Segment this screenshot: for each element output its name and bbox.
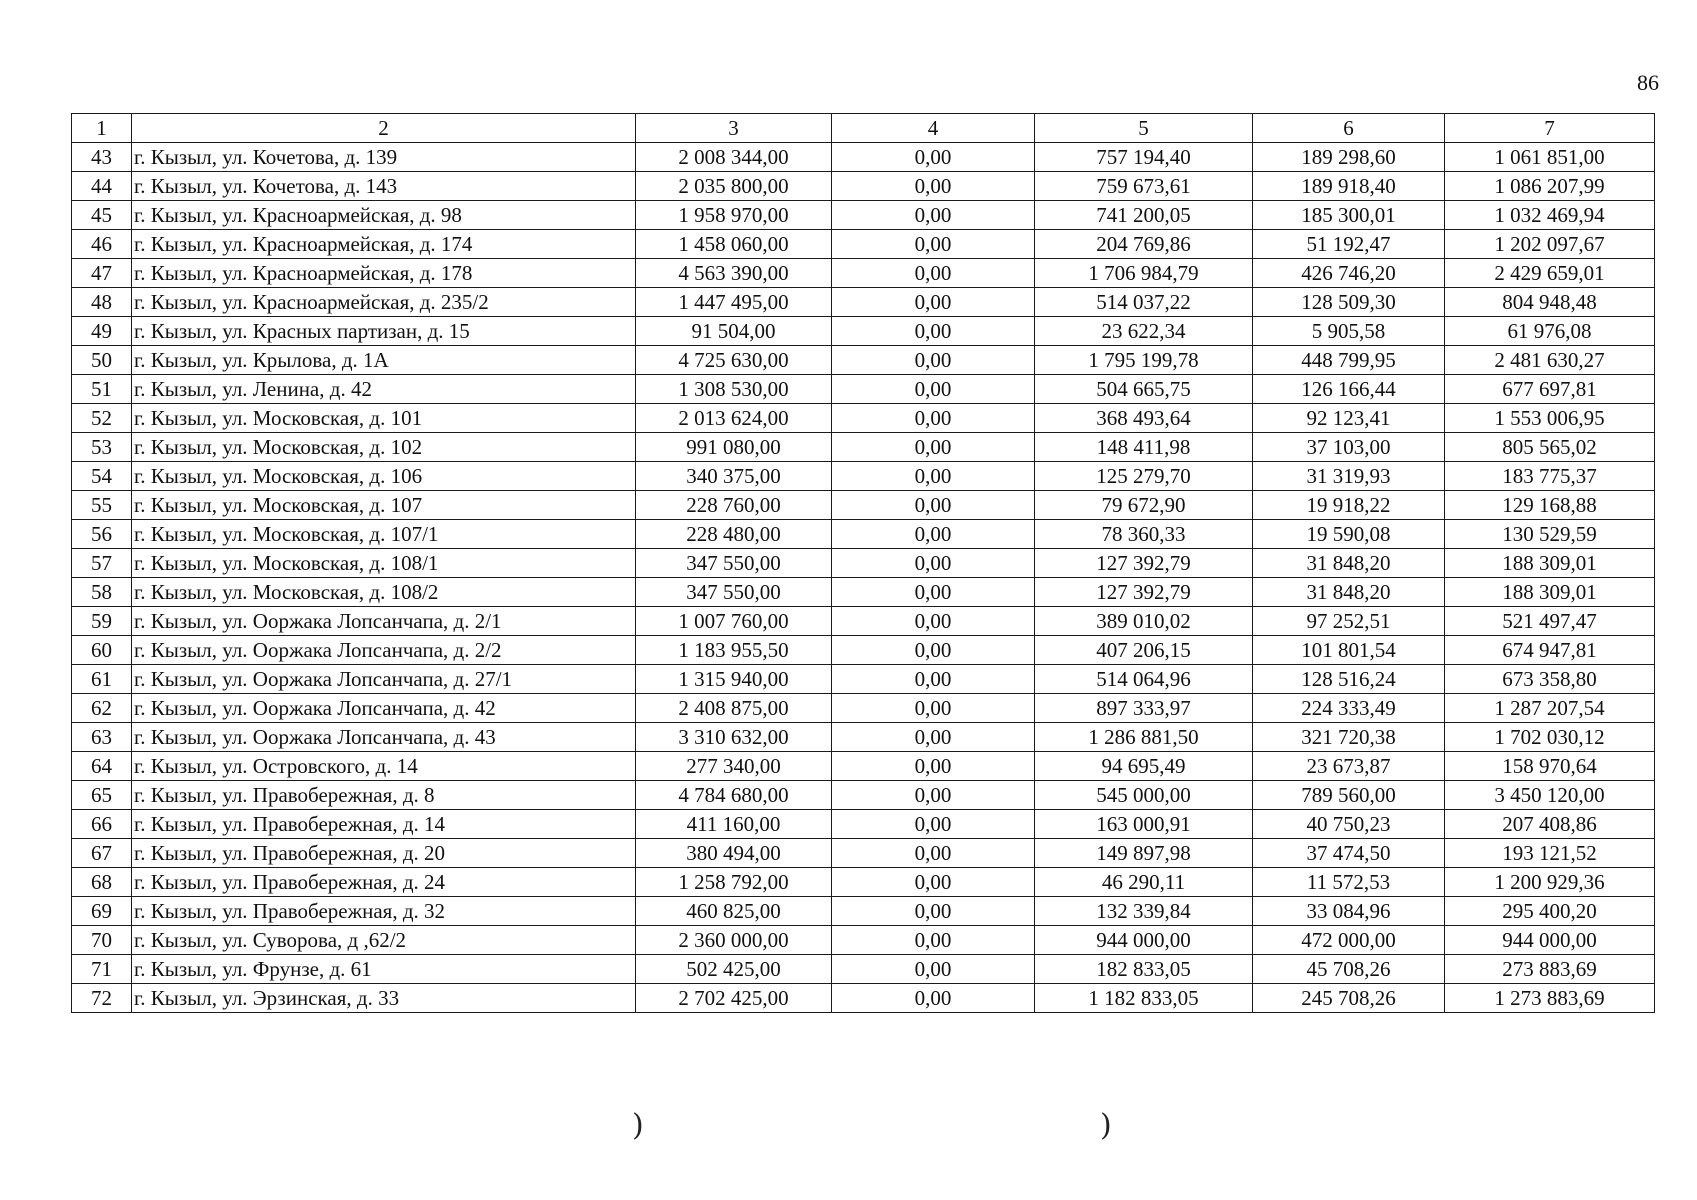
amount-cell: 277 340,00: [636, 752, 832, 781]
amount-cell: 19 590,08: [1253, 520, 1445, 549]
row-number-cell: 69: [72, 897, 132, 926]
row-number-cell: 63: [72, 723, 132, 752]
table-row: [72, 143, 1655, 172]
amount-cell: 1 273 883,69: [1445, 984, 1655, 1013]
address-cell: г. Кызыл, ул. Красных партизан, д. 15: [132, 317, 636, 346]
address-cell: г. Кызыл, ул. Кочетова, д. 143: [132, 172, 636, 201]
amount-cell: 1 032 469,94: [1445, 201, 1655, 230]
table-row: [72, 375, 1655, 404]
amount-cell: 189 298,60: [1253, 143, 1445, 172]
address-cell: г. Кызыл, ул. Правобережная, д. 14: [132, 810, 636, 839]
amount-cell: 4 725 630,00: [636, 346, 832, 375]
row-number-cell: 71: [72, 955, 132, 984]
scan-mark: ): [1100, 1108, 1112, 1143]
amount-cell: 460 825,00: [636, 897, 832, 926]
amount-cell: 0,00: [832, 926, 1035, 955]
table-row: [72, 259, 1655, 288]
table-row: [72, 346, 1655, 375]
amount-cell: 2 429 659,01: [1445, 259, 1655, 288]
amount-cell: 0,00: [832, 549, 1035, 578]
amount-cell: 127 392,79: [1035, 549, 1253, 578]
amount-cell: 0,00: [832, 636, 1035, 665]
amount-cell: 1 315 940,00: [636, 665, 832, 694]
amount-cell: 521 497,47: [1445, 607, 1655, 636]
amount-cell: 4 784 680,00: [636, 781, 832, 810]
amount-cell: 0,00: [832, 868, 1035, 897]
amount-cell: 125 279,70: [1035, 462, 1253, 491]
amount-cell: 514 037,22: [1035, 288, 1253, 317]
amount-cell: 448 799,95: [1253, 346, 1445, 375]
address-cell: г. Кызыл, ул. Красноармейская, д. 174: [132, 230, 636, 259]
amount-cell: 31 848,20: [1253, 549, 1445, 578]
address-cell: г. Кызыл, ул. Красноармейская, д. 98: [132, 201, 636, 230]
table-row: [72, 955, 1655, 984]
amount-cell: 79 672,90: [1035, 491, 1253, 520]
amount-cell: 23 673,87: [1253, 752, 1445, 781]
address-cell: г. Кызыл, ул. Московская, д. 108/1: [132, 549, 636, 578]
row-number-cell: 49: [72, 317, 132, 346]
table-row: [72, 433, 1655, 462]
amount-cell: 40 750,23: [1253, 810, 1445, 839]
row-number-cell: 65: [72, 781, 132, 810]
row-number-cell: 60: [72, 636, 132, 665]
amount-cell: 1 553 006,95: [1445, 404, 1655, 433]
amount-cell: 128 509,30: [1253, 288, 1445, 317]
amount-cell: 1 200 929,36: [1445, 868, 1655, 897]
amount-cell: 193 121,52: [1445, 839, 1655, 868]
amount-cell: 91 504,00: [636, 317, 832, 346]
amount-cell: 321 720,38: [1253, 723, 1445, 752]
amount-cell: 295 400,20: [1445, 897, 1655, 926]
row-number-cell: 47: [72, 259, 132, 288]
address-cell: г. Кызыл, ул. Ооржака Лопсанчапа, д. 42: [132, 694, 636, 723]
amount-cell: 677 697,81: [1445, 375, 1655, 404]
amount-cell: 204 769,86: [1035, 230, 1253, 259]
address-cell: г. Кызыл, ул. Эрзинская, д. 33: [132, 984, 636, 1013]
address-cell: г. Кызыл, ул. Московская, д. 102: [132, 433, 636, 462]
amount-cell: 2 360 000,00: [636, 926, 832, 955]
address-cell: г. Кызыл, ул. Московская, д. 108/2: [132, 578, 636, 607]
amount-cell: 1 447 495,00: [636, 288, 832, 317]
table-body: [72, 143, 1655, 1013]
table-row: [72, 404, 1655, 433]
amount-cell: 126 166,44: [1253, 375, 1445, 404]
amount-cell: 368 493,64: [1035, 404, 1253, 433]
amount-cell: 805 565,02: [1445, 433, 1655, 462]
amount-cell: 1 286 881,50: [1035, 723, 1253, 752]
amount-cell: 0,00: [832, 404, 1035, 433]
table-row: [72, 172, 1655, 201]
amount-cell: 0,00: [832, 317, 1035, 346]
amount-cell: 273 883,69: [1445, 955, 1655, 984]
amount-cell: 3 310 632,00: [636, 723, 832, 752]
amount-cell: 37 103,00: [1253, 433, 1445, 462]
table-row: [72, 636, 1655, 665]
address-cell: г. Кызыл, ул. Суворова, д ,62/2: [132, 926, 636, 955]
amount-cell: 2 013 624,00: [636, 404, 832, 433]
row-number-cell: 66: [72, 810, 132, 839]
row-number-cell: 44: [72, 172, 132, 201]
address-cell: г. Кызыл, ул. Ооржака Лопсанчапа, д. 2/1: [132, 607, 636, 636]
amount-cell: 0,00: [832, 288, 1035, 317]
amount-cell: 1 795 199,78: [1035, 346, 1253, 375]
address-cell: г. Кызыл, ул. Правобережная, д. 24: [132, 868, 636, 897]
amount-cell: 0,00: [832, 230, 1035, 259]
header-cell: 5: [1035, 114, 1253, 143]
amount-cell: 389 010,02: [1035, 607, 1253, 636]
address-cell: г. Кызыл, ул. Островского, д. 14: [132, 752, 636, 781]
row-number-cell: 45: [72, 201, 132, 230]
row-number-cell: 52: [72, 404, 132, 433]
amount-cell: 0,00: [832, 839, 1035, 868]
amount-cell: 228 480,00: [636, 520, 832, 549]
amount-cell: 804 948,48: [1445, 288, 1655, 317]
header-cell: 1: [72, 114, 132, 143]
amount-cell: 0,00: [832, 462, 1035, 491]
amount-cell: 1 958 970,00: [636, 201, 832, 230]
amount-cell: 183 775,37: [1445, 462, 1655, 491]
address-cell: г. Кызыл, ул. Московская, д. 107/1: [132, 520, 636, 549]
amount-cell: 0,00: [832, 172, 1035, 201]
amount-cell: 228 760,00: [636, 491, 832, 520]
amount-cell: 37 474,50: [1253, 839, 1445, 868]
table-row: [72, 288, 1655, 317]
amount-cell: 19 918,22: [1253, 491, 1445, 520]
address-cell: г. Кызыл, ул. Фрунзе, д. 61: [132, 955, 636, 984]
amount-cell: 545 000,00: [1035, 781, 1253, 810]
amount-cell: 1 061 851,00: [1445, 143, 1655, 172]
amount-cell: 0,00: [832, 781, 1035, 810]
amount-cell: 3 450 120,00: [1445, 781, 1655, 810]
table-row: [72, 665, 1655, 694]
amount-cell: 1 308 530,00: [636, 375, 832, 404]
amount-cell: 472 000,00: [1253, 926, 1445, 955]
amount-cell: 0,00: [832, 491, 1035, 520]
row-number-cell: 68: [72, 868, 132, 897]
table-row: [72, 868, 1655, 897]
row-number-cell: 43: [72, 143, 132, 172]
amount-cell: 1 202 097,67: [1445, 230, 1655, 259]
table-row: [72, 491, 1655, 520]
data-table: [71, 113, 1655, 1013]
amount-cell: 78 360,33: [1035, 520, 1253, 549]
address-cell: г. Кызыл, ул. Красноармейская, д. 178: [132, 259, 636, 288]
amount-cell: 1 007 760,00: [636, 607, 832, 636]
amount-cell: 2 481 630,27: [1445, 346, 1655, 375]
amount-cell: 0,00: [832, 723, 1035, 752]
amount-cell: 673 358,80: [1445, 665, 1655, 694]
row-number-cell: 56: [72, 520, 132, 549]
amount-cell: 411 160,00: [636, 810, 832, 839]
header-cell: 3: [636, 114, 832, 143]
amount-cell: 347 550,00: [636, 578, 832, 607]
table-row: [72, 694, 1655, 723]
amount-cell: 23 622,34: [1035, 317, 1253, 346]
row-number-cell: 53: [72, 433, 132, 462]
amount-cell: 207 408,86: [1445, 810, 1655, 839]
table-row: [72, 752, 1655, 781]
row-number-cell: 57: [72, 549, 132, 578]
amount-cell: 127 392,79: [1035, 578, 1253, 607]
amount-cell: 0,00: [832, 520, 1035, 549]
amount-cell: 158 970,64: [1445, 752, 1655, 781]
amount-cell: 224 333,49: [1253, 694, 1445, 723]
row-number-cell: 48: [72, 288, 132, 317]
row-number-cell: 59: [72, 607, 132, 636]
table-row: [72, 520, 1655, 549]
address-cell: г. Кызыл, ул. Ооржака Лопсанчапа, д. 2/2: [132, 636, 636, 665]
amount-cell: 1 458 060,00: [636, 230, 832, 259]
table-row: [72, 926, 1655, 955]
amount-cell: 0,00: [832, 375, 1035, 404]
amount-cell: 0,00: [832, 897, 1035, 926]
amount-cell: 0,00: [832, 607, 1035, 636]
page-number: 86: [1637, 70, 1659, 95]
address-cell: г. Кызыл, ул. Правобережная, д. 32: [132, 897, 636, 926]
scan-mark: ): [632, 1108, 644, 1143]
amount-cell: 0,00: [832, 955, 1035, 984]
amount-cell: 245 708,26: [1253, 984, 1445, 1013]
amount-cell: 132 339,84: [1035, 897, 1253, 926]
table-row: [72, 462, 1655, 491]
amount-cell: 0,00: [832, 201, 1035, 230]
row-number-cell: 55: [72, 491, 132, 520]
amount-cell: 789 560,00: [1253, 781, 1445, 810]
amount-cell: 1 258 792,00: [636, 868, 832, 897]
amount-cell: 128 516,24: [1253, 665, 1445, 694]
amount-cell: 0,00: [832, 665, 1035, 694]
address-cell: г. Кызыл, ул. Московская, д. 106: [132, 462, 636, 491]
amount-cell: 407 206,15: [1035, 636, 1253, 665]
amount-cell: 897 333,97: [1035, 694, 1253, 723]
table-row: [72, 810, 1655, 839]
row-number-cell: 58: [72, 578, 132, 607]
table-row: [72, 549, 1655, 578]
amount-cell: 0,00: [832, 578, 1035, 607]
row-number-cell: 50: [72, 346, 132, 375]
amount-cell: 0,00: [832, 346, 1035, 375]
amount-cell: 92 123,41: [1253, 404, 1445, 433]
header-cell: 4: [832, 114, 1035, 143]
table-row: [72, 230, 1655, 259]
amount-cell: 0,00: [832, 810, 1035, 839]
amount-cell: 45 708,26: [1253, 955, 1445, 984]
table-row: [72, 578, 1655, 607]
row-number-cell: 67: [72, 839, 132, 868]
amount-cell: 741 200,05: [1035, 201, 1253, 230]
amount-cell: 163 000,91: [1035, 810, 1253, 839]
address-cell: г. Кызыл, ул. Правобережная, д. 20: [132, 839, 636, 868]
amount-cell: 991 080,00: [636, 433, 832, 462]
amount-cell: 0,00: [832, 752, 1035, 781]
amount-cell: 0,00: [832, 433, 1035, 462]
table-row: [72, 781, 1655, 810]
amount-cell: 5 905,58: [1253, 317, 1445, 346]
amount-cell: 0,00: [832, 143, 1035, 172]
amount-cell: 1 182 833,05: [1035, 984, 1253, 1013]
amount-cell: 347 550,00: [636, 549, 832, 578]
amount-cell: 944 000,00: [1035, 926, 1253, 955]
address-cell: г. Кызыл, ул. Ооржака Лопсанчапа, д. 43: [132, 723, 636, 752]
amount-cell: 101 801,54: [1253, 636, 1445, 665]
amount-cell: 2 008 344,00: [636, 143, 832, 172]
row-number-cell: 54: [72, 462, 132, 491]
amount-cell: 1 702 030,12: [1445, 723, 1655, 752]
row-number-cell: 46: [72, 230, 132, 259]
header-row: [72, 114, 1655, 143]
header-cell: 2: [132, 114, 636, 143]
amount-cell: 149 897,98: [1035, 839, 1253, 868]
amount-cell: 51 192,47: [1253, 230, 1445, 259]
amount-cell: 426 746,20: [1253, 259, 1445, 288]
table-row: [72, 201, 1655, 230]
row-number-cell: 72: [72, 984, 132, 1013]
document-table-wrapper: [71, 113, 1654, 1013]
amount-cell: 129 168,88: [1445, 491, 1655, 520]
amount-cell: 97 252,51: [1253, 607, 1445, 636]
table-row: [72, 317, 1655, 346]
amount-cell: 502 425,00: [636, 955, 832, 984]
address-cell: г. Кызыл, ул. Ооржака Лопсанчапа, д. 27/1: [132, 665, 636, 694]
amount-cell: 1 287 207,54: [1445, 694, 1655, 723]
amount-cell: 1 086 207,99: [1445, 172, 1655, 201]
amount-cell: 4 563 390,00: [636, 259, 832, 288]
amount-cell: 61 976,08: [1445, 317, 1655, 346]
address-cell: г. Кызыл, ул. Правобережная, д. 8: [132, 781, 636, 810]
amount-cell: 188 309,01: [1445, 549, 1655, 578]
row-number-cell: 70: [72, 926, 132, 955]
row-number-cell: 61: [72, 665, 132, 694]
amount-cell: 33 084,96: [1253, 897, 1445, 926]
row-number-cell: 64: [72, 752, 132, 781]
amount-cell: 0,00: [832, 694, 1035, 723]
amount-cell: 757 194,40: [1035, 143, 1253, 172]
amount-cell: 2 702 425,00: [636, 984, 832, 1013]
header-cell: 7: [1445, 114, 1655, 143]
amount-cell: 31 848,20: [1253, 578, 1445, 607]
amount-cell: 188 309,01: [1445, 578, 1655, 607]
amount-cell: 2 408 875,00: [636, 694, 832, 723]
address-cell: г. Кызыл, ул. Московская, д. 101: [132, 404, 636, 433]
amount-cell: 46 290,11: [1035, 868, 1253, 897]
amount-cell: 11 572,53: [1253, 868, 1445, 897]
row-number-cell: 62: [72, 694, 132, 723]
address-cell: г. Кызыл, ул. Ленина, д. 42: [132, 375, 636, 404]
amount-cell: 674 947,81: [1445, 636, 1655, 665]
address-cell: г. Кызыл, ул. Московская, д. 107: [132, 491, 636, 520]
table-row: [72, 897, 1655, 926]
amount-cell: 504 665,75: [1035, 375, 1253, 404]
amount-cell: 380 494,00: [636, 839, 832, 868]
amount-cell: 189 918,40: [1253, 172, 1445, 201]
amount-cell: 944 000,00: [1445, 926, 1655, 955]
amount-cell: 130 529,59: [1445, 520, 1655, 549]
amount-cell: 185 300,01: [1253, 201, 1445, 230]
amount-cell: 1 183 955,50: [636, 636, 832, 665]
amount-cell: 0,00: [832, 259, 1035, 288]
table-row: [72, 839, 1655, 868]
amount-cell: 148 411,98: [1035, 433, 1253, 462]
header-cell: 6: [1253, 114, 1445, 143]
amount-cell: 1 706 984,79: [1035, 259, 1253, 288]
address-cell: г. Кызыл, ул. Красноармейская, д. 235/2: [132, 288, 636, 317]
amount-cell: 31 319,93: [1253, 462, 1445, 491]
table-row: [72, 723, 1655, 752]
amount-cell: 514 064,96: [1035, 665, 1253, 694]
amount-cell: 0,00: [832, 984, 1035, 1013]
amount-cell: 2 035 800,00: [636, 172, 832, 201]
table-row: [72, 984, 1655, 1013]
table-row: [72, 607, 1655, 636]
amount-cell: 182 833,05: [1035, 955, 1253, 984]
address-cell: г. Кызыл, ул. Крылова, д. 1А: [132, 346, 636, 375]
amount-cell: 759 673,61: [1035, 172, 1253, 201]
amount-cell: 340 375,00: [636, 462, 832, 491]
amount-cell: 94 695,49: [1035, 752, 1253, 781]
row-number-cell: 51: [72, 375, 132, 404]
address-cell: г. Кызыл, ул. Кочетова, д. 139: [132, 143, 636, 172]
